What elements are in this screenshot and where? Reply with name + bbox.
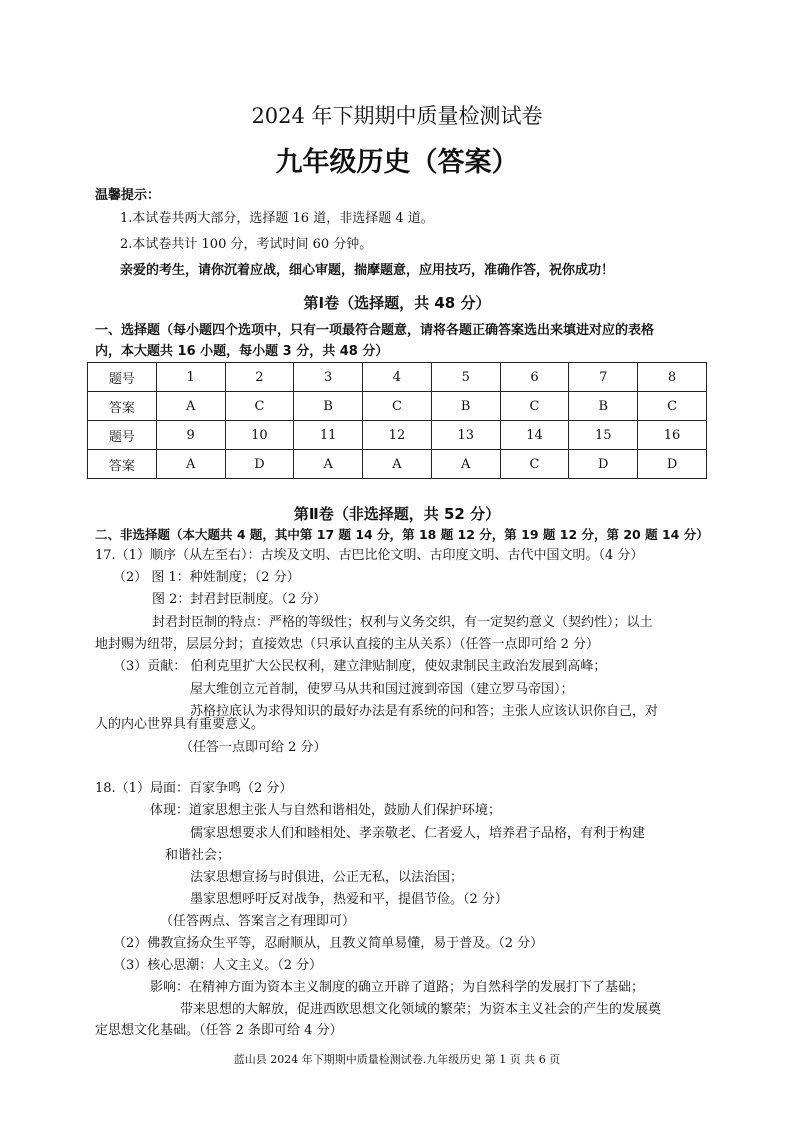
- table-cell: 2: [225, 363, 294, 392]
- q17-line: （3）贡献： 伯利克里扩大公民权利，建立津贴制度，使奴隶制民主政治发展到高峰；: [113, 659, 607, 674]
- tip-item-2: 2.本试卷共计 100 分，考试时间 60 分钟。: [120, 237, 373, 252]
- q17-line: 人的内心世界具有重要意义。: [95, 717, 265, 732]
- table-row: [88, 450, 707, 479]
- table-cell: 11: [294, 421, 363, 450]
- table-cell: 1: [156, 363, 225, 392]
- q17-line: （任答一点即可给 2 分）: [180, 740, 327, 755]
- part1-instruction-line1: 一、选择题（每小题四个选项中，只有一项最符合题意，请将各题正确答案选出来填进对应的表格: [95, 323, 655, 338]
- table-cell: 7: [569, 363, 638, 392]
- table-cell: C: [500, 392, 569, 421]
- table-cell: C: [500, 450, 569, 479]
- table-cell: D: [569, 450, 638, 479]
- table-cell: 14: [500, 421, 569, 450]
- part1-instruction-line2: 内，本大题共 16 小题，每小题 3 分，共 48 分）: [95, 344, 389, 359]
- q17-line: 图 2：封君封臣制度。（2 分）: [152, 592, 327, 607]
- q18-line: 18.（1）局面：百家争鸣（2 分）: [95, 781, 293, 796]
- table-cell: 10: [225, 421, 294, 450]
- q18-line: 影响：在精神方面为资本主义制度的确立开辟了道路；为自然科学的发展打下了基础；: [150, 980, 645, 995]
- table-cell: 答案: [88, 450, 157, 479]
- table-cell: 3: [294, 363, 363, 392]
- table-cell: D: [638, 450, 707, 479]
- q17-line: 地封赐为纽带，层层分封；直接效忠（只承认直接的主从关系）（任答一点即可给 2 分）: [95, 637, 600, 652]
- table-cell: B: [569, 392, 638, 421]
- table-cell: A: [294, 450, 363, 479]
- table-cell: 12: [363, 421, 432, 450]
- table-cell: B: [431, 392, 500, 421]
- table-cell: A: [431, 450, 500, 479]
- q18-line: 体现：道家思想主张人与自然和谐相处，鼓励人们保护环境；: [150, 803, 502, 818]
- table-cell: C: [638, 392, 707, 421]
- table-cell: B: [294, 392, 363, 421]
- table-row: [88, 421, 707, 450]
- q18-line: 墨家思想呼吁反对战争，热爱和平，提倡节俭。（2 分）: [190, 892, 508, 907]
- table-cell: C: [225, 392, 294, 421]
- exam-subtitle: 九年级历史（答案）: [275, 147, 519, 178]
- table-cell: 4: [363, 363, 432, 392]
- table-cell: 13: [431, 421, 500, 450]
- q17-line: 苏格拉底认为求得知识的最好办法是有系统的问和答；主张人应该认识你自己，对: [190, 704, 659, 719]
- table-cell: 16: [638, 421, 707, 450]
- q18-line: 儒家思想要求人们和睦相处、孝亲敬老、仁者爱人，培养君子品格，有利于构建: [190, 826, 646, 841]
- table-cell: 9: [156, 421, 225, 450]
- table-cell: 题号: [88, 421, 157, 450]
- part1-title: 第Ⅰ卷（选择题，共 48 分）: [303, 294, 491, 312]
- table-cell: 答案: [88, 392, 157, 421]
- q17-line: 封君封臣制的特点：严格的等级性；权利与义务交织，有一定契约意义（契约性）；以土: [152, 615, 653, 630]
- q18-line: 带来思想的大解放，促进西欧思想文化领域的繁荣；为资本主义社会的产生的发展奠: [180, 1002, 662, 1017]
- table-cell: A: [156, 392, 225, 421]
- table-cell: A: [156, 450, 225, 479]
- q17-line: （2） 图 1：种姓制度；（2 分）: [113, 570, 300, 585]
- table-row: [88, 392, 707, 421]
- q18-line: （3）核心思潮：人文主义。（2 分）: [113, 958, 323, 973]
- table-cell: 15: [569, 421, 638, 450]
- q18-line: 法家思想宣扬与时俱进，公正无私，以法治国；: [190, 870, 464, 885]
- part2-title: 第Ⅱ卷（非选择题，共 52 分）: [293, 505, 501, 523]
- tip-item-1: 1.本试卷共两大部分，选择题 16 道，非选择题 4 道。: [120, 211, 434, 226]
- q18-line: （任答两点、答案言之有理即可）: [160, 914, 356, 929]
- table-cell: 8: [638, 363, 707, 392]
- table-cell: C: [363, 392, 432, 421]
- table-row: [88, 363, 707, 392]
- q17-line: 17.（1）顺序（从左至右）：古埃及文明、古巴比伦文明、古印度文明、古代中国文明。（4 分）: [95, 548, 644, 563]
- table-cell: D: [225, 450, 294, 479]
- q17-line: 屋大维创立元首制，使罗马从共和国过渡到帝国（建立罗马帝国）；: [190, 682, 574, 697]
- part2-instruction: 二、非选择题（本大题共 4 题，其中第 17 题 14 分，第 18 题 12 分，第 19 题 12 分，第 20 题 14 分）: [95, 527, 709, 542]
- q18-line: 和谐社会；: [165, 848, 231, 863]
- encouragement: 亲爱的考生，请你沉着应战，细心审题，揣摩题意，应用技巧，准确作答，祝你成功！: [120, 263, 615, 278]
- q18-line: 定思想文化基础。（任答 2 条即可给 4 分）: [95, 1023, 343, 1038]
- tips-heading: 温馨提示：: [95, 188, 161, 203]
- q18-line: （2）佛教宣扬众生平等，忍耐顺从，且教义简单易懂，易于普及。（2 分）: [113, 936, 544, 951]
- page-footer: 蓝山县 2024 年下期期中质量检测试卷.九年级历史 第 1 页 共 6 页: [233, 1053, 561, 1066]
- table-cell: 6: [500, 363, 569, 392]
- exam-title: 2024 年下期期中质量检测试卷: [251, 104, 543, 128]
- table-cell: 题号: [88, 363, 157, 392]
- answer-table: [87, 362, 707, 479]
- table-cell: A: [363, 450, 432, 479]
- table-cell: 5: [431, 363, 500, 392]
